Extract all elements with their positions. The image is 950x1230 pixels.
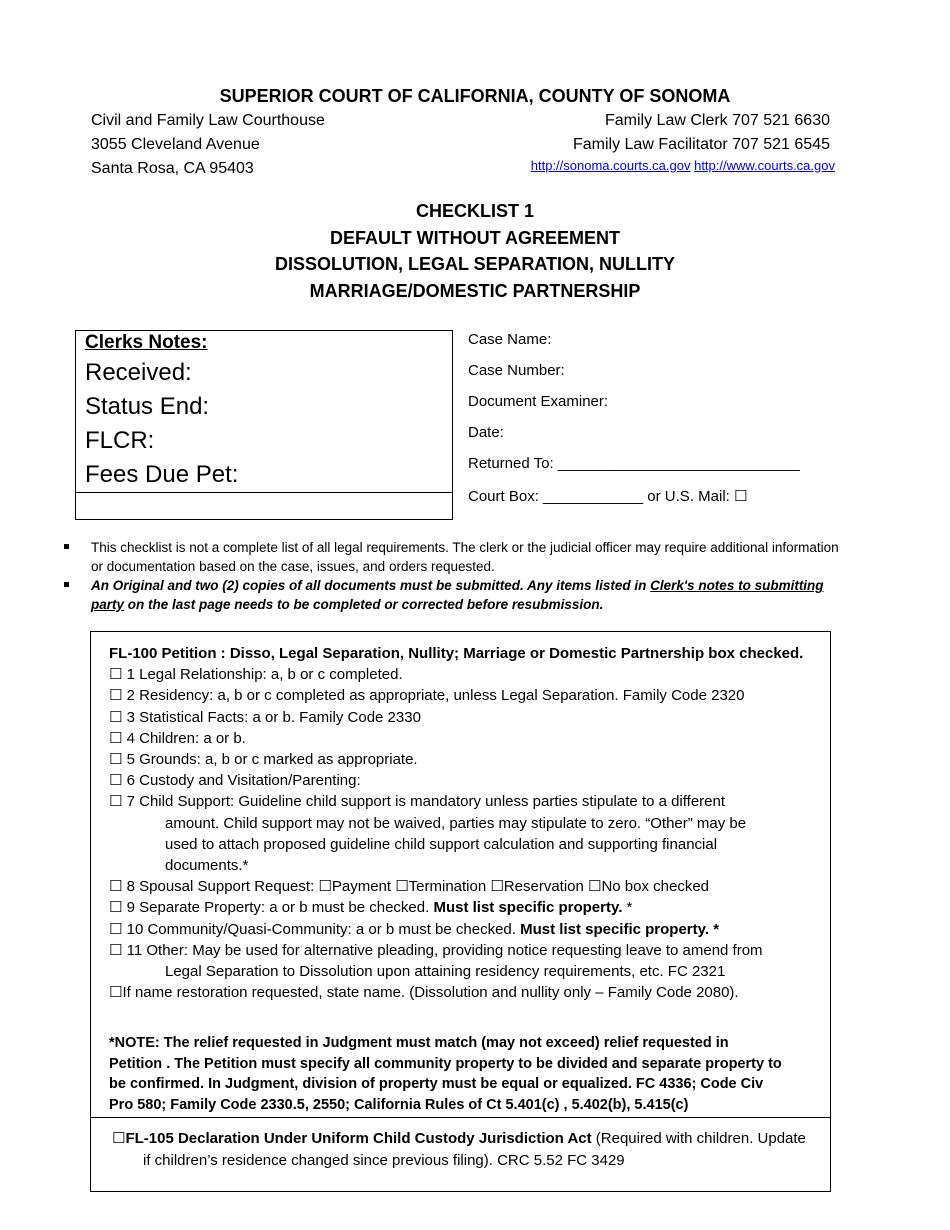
checklist-item-5[interactable]: ☐ 5 Grounds: a, b or c marked as appropriate. xyxy=(109,751,418,769)
checklist-item-9[interactable]: ☐ 9 Separate Property: a or b must be checked. Must list specific property. * xyxy=(109,899,633,917)
judgment-note: *NOTE: The relief requested in Judgment must match (may not exceed) relief requested in Petition . The Petition must specify all community property to be divided and separate property to be confirmed. In Judgment, division of property must be equal or equalized. FC 4336; Code Civ Pro 580; Family Code 2330.5, 2550; California Rules of Ct 5.401(c) , 5.402(b), 5.415(c) xyxy=(109,1035,782,1113)
title-line: DEFAULT WITHOUT AGREEMENT xyxy=(330,227,620,248)
checklist-item-1[interactable]: ☐ 1 Legal Relationship: a, b or c completed. xyxy=(109,666,403,684)
bullet-item: An Original and two (2) copies of all documents must be submitted. Any items listed in Clerk's notes to submitting party on the last page needs to be completed or corrected before resubmission. xyxy=(62,576,842,614)
checklist-item-2[interactable]: ☐ 2 Residency: a, b or c completed as appropriate, unless Legal Separation. Family Code 2320 xyxy=(109,687,745,705)
court-title: SUPERIOR COURT OF CALIFORNIA, COUNTY OF SONOMA xyxy=(219,86,731,106)
document-examiner-field[interactable]: Document Examiner: xyxy=(468,393,609,410)
section-divider xyxy=(91,1117,830,1118)
clerks-notes-reference: Clerk's notes to submitting party xyxy=(91,578,824,612)
contact-info xyxy=(573,109,830,157)
checklist-item-7-cont: documents.* xyxy=(165,857,249,875)
fees-due-field: Fees Due Pet: xyxy=(85,461,239,488)
facilitator-phone: Family Law Facilitator 707 521 6545 xyxy=(572,136,830,153)
fl105-item[interactable]: ☐FL-105 Declaration Under Uniform Child Custody Jurisdiction Act (Required with children. Update if children’s residence changed since previous filing). CRC 5.52 FC 3429 xyxy=(112,1128,817,1171)
checklist-item-6[interactable]: ☐ 6 Custody and Visitation/Parenting: xyxy=(109,772,361,790)
status-end-field: Status End: xyxy=(85,393,210,420)
ca-courts-link[interactable]: http://www.courts.ca.gov xyxy=(694,158,835,173)
checklist-item-10[interactable]: ☐ 10 Community/Quasi-Community: a or b must be checked. Must list specific property. * xyxy=(109,920,720,938)
checklist-item-4[interactable]: ☐ 4 Children: a or b. xyxy=(109,729,246,747)
bullet-icon xyxy=(64,582,69,587)
name-restoration-item[interactable]: ☐If name restoration requested, state name. (Dissolution and nullity only – Family Code 2080). xyxy=(109,984,739,1002)
title-line: CHECKLIST 1 xyxy=(415,201,534,221)
case-number-field[interactable]: Case Number: xyxy=(468,362,565,379)
fl100-checklist xyxy=(109,643,819,1003)
checklist-item-11[interactable]: ☐ 11 Other: May be used for alternative pleading, providing notice requesting leave to amend from xyxy=(109,941,763,959)
notes-divider xyxy=(76,492,452,493)
title-line: DISSOLUTION, LEGAL SEPARATION, NULLITY xyxy=(274,254,675,274)
received-field: Received: xyxy=(85,359,192,386)
clerk-phone: Family Law Clerk 707 521 6630 xyxy=(604,112,830,129)
date-field[interactable]: Date: xyxy=(468,424,504,441)
checklist-item-7-cont: used to attach proposed guideline child support calculation and supporting financial xyxy=(165,835,718,853)
bullet-icon xyxy=(64,544,69,549)
flcr-field: FLCR: xyxy=(85,427,155,454)
clerk-notes-box xyxy=(75,330,453,520)
court-links xyxy=(531,158,835,173)
checklist-item-11-cont: Legal Separation to Dissolution upon attaining residency requirements, etc. FC 2321 xyxy=(165,963,726,981)
checklist-title xyxy=(0,198,950,304)
fl105-title: ☐FL-105 Declaration Under Uniform Child Custody Jurisdiction Act xyxy=(112,1130,592,1147)
sonoma-courts-link[interactable]: http://sonoma.courts.ca.gov xyxy=(530,158,691,173)
fl105-cont: if children’s residence changed since previous filing). CRC 5.52 FC 3429 xyxy=(143,1151,625,1169)
fl100-heading: FL-100 Petition : Disso, Legal Separation, Nullity; Marriage or Domestic Partnership box checked. xyxy=(109,645,804,662)
address-line: Santa Rosa, CA 95403 xyxy=(91,160,254,177)
courthouse-address xyxy=(91,109,325,181)
clerk-notes-heading: Clerks Notes: xyxy=(85,332,208,353)
court-box-field[interactable]: Court Box: ____________ or U.S. Mail: ☐ xyxy=(468,488,748,505)
returned-to-field[interactable]: Returned To: _____________________________ xyxy=(468,455,800,472)
checklist-item-7-cont: amount. Child support may not be waived, parties may stipulate to zero. “Other” may be xyxy=(165,814,747,832)
checklist-item-8[interactable]: ☐ 8 Spousal Support Request: ☐Payment ☐Termination ☐Reservation ☐No box checked xyxy=(109,878,710,896)
address-line: 3055 Cleveland Avenue xyxy=(91,136,260,153)
case-name-field[interactable]: Case Name: xyxy=(468,331,552,348)
checklist-item-3[interactable]: ☐ 3 Statistical Facts: a or b. Family Code 2330 xyxy=(109,708,421,726)
checklist-item-7[interactable]: ☐ 7 Child Support: Guideline child support is mandatory unless parties stipulate to a different xyxy=(109,793,726,811)
address-line: Civil and Family Law Courthouse xyxy=(91,112,325,129)
title-line: MARRIAGE/DOMESTIC PARTNERSHIP xyxy=(309,280,641,301)
instruction-bullets xyxy=(62,538,842,614)
bullet-item: This checklist is not a complete list of all legal requirements. The clerk or the judicial officer may require additional information or documentation based on the case, issues, and orders requested. xyxy=(62,538,842,576)
